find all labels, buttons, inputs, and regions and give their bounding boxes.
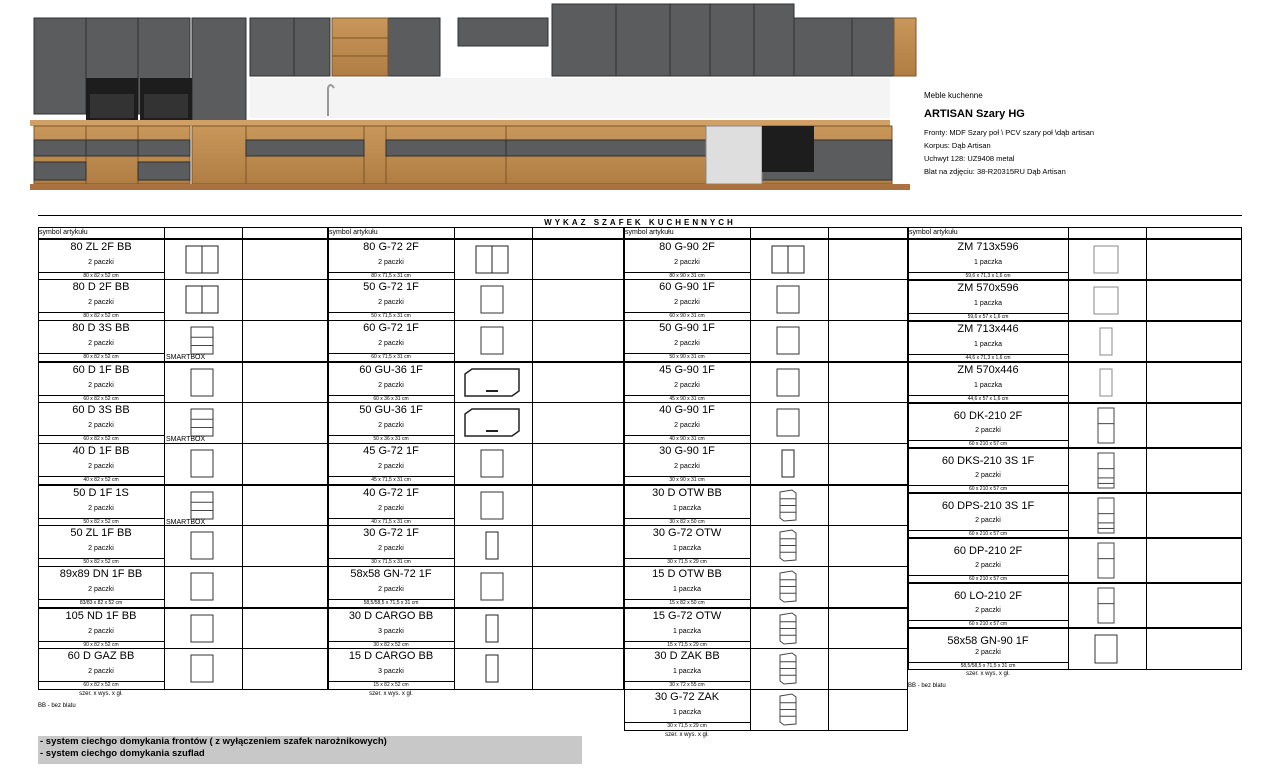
item-note: SMARTBOX xyxy=(166,436,206,443)
grid-line xyxy=(908,228,909,669)
item-dimensions: 60 x 82 x 52 cm xyxy=(38,395,164,403)
item-symbol: 30 G-72 OTW xyxy=(652,527,722,539)
end-shelf-icon xyxy=(758,693,818,731)
kitchen-photo xyxy=(0,0,920,200)
tall-oven-drawers-icon xyxy=(1076,497,1136,539)
open-shelf-icon xyxy=(758,612,818,650)
note-soft-close-fronts: - system ciechgo domykania frontów ( z wyłączeniem szafek narożnikowych) xyxy=(40,736,387,747)
cabinet-item xyxy=(38,607,328,648)
item-symbol: 30 G-90 1F xyxy=(659,445,715,457)
cabinet-item xyxy=(38,279,328,320)
item-symbol: ZM 570x596 xyxy=(957,282,1019,294)
item-dimensions: 50 x 90 x 31 cm xyxy=(624,353,750,361)
item-packages: 2 paczki xyxy=(975,562,1001,569)
item-dimensions: 30 x 82 x 52 cm xyxy=(328,641,454,649)
item-dimensions: 59,6 x 57 x 1,6 cm xyxy=(908,313,1068,321)
item-packages: 2 paczki xyxy=(88,505,114,512)
end-shelf-icon xyxy=(758,652,818,690)
item-symbol: 80 ZL 2F BB xyxy=(70,241,132,253)
tall-drawers-icon xyxy=(1076,452,1136,494)
cabinet-item xyxy=(908,447,1242,492)
product-title: ARTISAN Szary HG xyxy=(924,108,1025,120)
item-dimensions: 60 x 82 x 52 cm xyxy=(38,435,164,443)
item-dimensions: 30 x 90 x 31 cm xyxy=(624,476,750,484)
wall-corner-icon xyxy=(462,570,522,608)
dimension-legend: szer. x wys. x gł. xyxy=(79,691,123,697)
panel-icon xyxy=(1076,243,1136,281)
item-packages: 2 paczki xyxy=(378,545,404,552)
cabinet-item xyxy=(328,361,624,402)
grid-line xyxy=(1146,228,1147,669)
cabinet-item xyxy=(328,402,624,443)
notes-box xyxy=(38,736,582,764)
cabinet-item xyxy=(38,238,328,279)
item-dimensions: 60 x 36 x 31 cm xyxy=(328,395,454,403)
cabinet-item xyxy=(624,361,908,402)
item-dimensions: 83/83 x 82 x 52 cm xyxy=(38,599,164,607)
grid-line xyxy=(828,228,829,730)
item-dimensions: 80 x 82 x 52 cm xyxy=(38,272,164,280)
cabinet-item xyxy=(328,238,624,279)
item-dimensions: 40 x 71,5 x 31 cm xyxy=(328,518,454,526)
item-packages: 2 paczki xyxy=(378,586,404,593)
panel-icon xyxy=(1076,284,1136,322)
item-dimensions: 45 x 71,5 x 31 cm xyxy=(328,476,454,484)
item-dimensions: 50 x 82 x 52 cm xyxy=(38,518,164,526)
item-symbol: 89x89 DN 1F BB xyxy=(59,568,143,580)
base-2door-icon xyxy=(172,283,232,321)
cabinet-item xyxy=(624,648,908,689)
wall-2door-icon xyxy=(462,243,522,281)
cabinet-item xyxy=(908,582,1242,627)
item-symbol: 40 D 1F BB xyxy=(72,445,130,457)
column-header: symbol artykułu xyxy=(909,229,958,236)
cabinet-item xyxy=(38,361,328,402)
tall-oven-icon xyxy=(1076,542,1136,584)
column-header: symbol artykułu xyxy=(625,229,674,236)
list-title: WYKAZ SZAFEK KUCHENNYCH xyxy=(38,215,1242,228)
tall-fridge-icon xyxy=(1076,587,1136,629)
item-dimensions: 30 x 72 x 55 cm xyxy=(624,681,750,689)
item-packages: 1 paczka xyxy=(672,586,702,593)
cabinet-item xyxy=(328,484,624,525)
item-symbol: 60 LO-210 2F xyxy=(954,590,1022,602)
item-symbol: 60 D 3S BB xyxy=(72,404,130,416)
item-symbol: 50 G-90 1F xyxy=(659,322,715,334)
grid-line xyxy=(624,228,625,730)
wall-1door-icon xyxy=(758,406,818,444)
dimension-legend: szer. x wys. x gł. xyxy=(665,732,709,738)
wall-1door-icon xyxy=(462,324,522,362)
grid-line xyxy=(908,669,1242,670)
item-dimensions: 50 x 82 x 52 cm xyxy=(38,558,164,566)
item-packages: 2 paczki xyxy=(674,463,700,470)
item-dimensions: 58,5/58,5 x 71,5 x 31 cm xyxy=(908,662,1068,670)
cabinet-item xyxy=(624,238,908,279)
cabinet-item xyxy=(328,279,624,320)
grid-line xyxy=(1068,228,1069,669)
wall-corner-icon xyxy=(1076,632,1136,671)
item-symbol: 30 G-72 1F xyxy=(363,527,419,539)
item-packages: 2 paczki xyxy=(88,422,114,429)
item-symbol: ZM 713x596 xyxy=(957,241,1019,253)
column-header: symbol artykułu xyxy=(329,229,378,236)
grid-line xyxy=(454,228,455,689)
item-packages: 1 paczka xyxy=(973,341,1003,348)
open-shelf-icon xyxy=(758,529,818,567)
item-packages: 1 paczka xyxy=(973,259,1003,266)
dimension-legend: szer. x wys. x gł. xyxy=(966,671,1010,677)
item-packages: 1 paczka xyxy=(973,382,1003,389)
cabinet-item xyxy=(908,492,1242,537)
item-packages: 2 paczki xyxy=(88,463,114,470)
cabinet-item xyxy=(328,443,624,484)
cabinet-item xyxy=(624,443,908,484)
base-1door-icon xyxy=(172,366,232,404)
cabinet-item xyxy=(38,320,328,361)
note-soft-close-drawers: - system ciechgo domykania szuflad xyxy=(40,748,205,759)
item-dimensions: 30 x 71,5 x 29 cm xyxy=(624,722,750,730)
grid-line xyxy=(164,228,165,689)
wall-flap-icon xyxy=(462,406,522,444)
item-note: SMARTBOX xyxy=(166,354,206,361)
item-dimensions: 45 x 90 x 31 cm xyxy=(624,395,750,403)
item-packages: 1 paczka xyxy=(672,709,702,716)
item-symbol: 60 G-72 1F xyxy=(363,322,419,334)
wall-1door-icon xyxy=(758,366,818,404)
item-packages: 2 paczki xyxy=(88,299,114,306)
item-packages: 2 paczki xyxy=(674,382,700,389)
item-symbol: 30 D CARGO BB xyxy=(348,610,434,622)
item-symbol: 15 D OTW BB xyxy=(652,568,722,580)
item-dimensions: 60 x 90 x 31 cm xyxy=(624,312,750,320)
grid-line xyxy=(624,730,908,731)
item-dimensions: 15 x 82 x 52 cm xyxy=(328,681,454,689)
cabinet-item xyxy=(328,607,624,648)
item-dimensions: 60 x 210 x 57 cm xyxy=(908,575,1068,583)
dimension-legend: szer. x wys. x gł. xyxy=(369,691,413,697)
column-header: symbol artykułu xyxy=(39,229,88,236)
item-dimensions: 60 x 210 x 57 cm xyxy=(908,620,1068,628)
item-packages: 2 paczki xyxy=(378,463,404,470)
wall-narrow-icon xyxy=(462,529,522,567)
item-dimensions: 59,6 x 71,3 x 1,6 cm xyxy=(908,272,1068,280)
item-dimensions: 40 x 90 x 31 cm xyxy=(624,435,750,443)
info-fronts: Fronty: MDF Szary poł \ PCV szary poł \dąb artisan xyxy=(924,128,1095,137)
item-symbol: 58x58 GN-90 1F xyxy=(947,635,1029,647)
item-packages: 2 paczki xyxy=(88,259,114,266)
cargo-icon xyxy=(462,612,522,650)
item-packages: 2 paczki xyxy=(378,505,404,512)
item-packages: 2 paczki xyxy=(88,545,114,552)
cabinet-item xyxy=(38,566,328,607)
item-packages: 2 paczki xyxy=(674,299,700,306)
cabinet-item xyxy=(624,484,908,525)
base-oven-icon xyxy=(172,652,232,690)
item-packages: 2 paczki xyxy=(975,517,1001,524)
item-packages: 1 paczka xyxy=(672,628,702,635)
cabinet-item xyxy=(624,607,908,648)
item-note: SMARTBOX xyxy=(166,519,206,526)
tall-2door-icon xyxy=(1076,407,1136,449)
base-1door-icon xyxy=(172,447,232,485)
item-dimensions: 60 x 210 x 57 cm xyxy=(908,485,1068,493)
item-packages: 2 paczki xyxy=(378,299,404,306)
item-packages: 2 paczki xyxy=(88,586,114,593)
cabinet-item xyxy=(38,402,328,443)
item-packages: 1 paczka xyxy=(672,668,702,675)
cabinet-item xyxy=(908,279,1242,320)
cabinet-item xyxy=(908,627,1242,669)
cabinet-item xyxy=(908,537,1242,582)
cabinet-item xyxy=(624,279,908,320)
cabinet-item xyxy=(38,443,328,484)
item-symbol: 45 G-72 1F xyxy=(363,445,419,457)
cabinet-list xyxy=(38,215,1242,763)
item-packages: 2 paczki xyxy=(88,668,114,675)
item-packages: 2 paczki xyxy=(88,628,114,635)
cabinet-item xyxy=(328,525,624,566)
item-dimensions: 60 x 210 x 57 cm xyxy=(908,440,1068,448)
grid-line xyxy=(532,228,533,689)
item-dimensions: 60 x 210 x 57 cm xyxy=(908,530,1068,538)
item-symbol: 80 G-90 2F xyxy=(659,241,715,253)
grid-line xyxy=(38,228,39,689)
item-dimensions: 50 x 71,5 x 31 cm xyxy=(328,312,454,320)
wall-2door-icon xyxy=(758,243,818,281)
item-dimensions: 50 x 36 x 31 cm xyxy=(328,435,454,443)
grid-line xyxy=(38,689,328,690)
base-corner-2door-icon xyxy=(172,243,232,281)
item-dimensions: 90 x 82 x 52 cm xyxy=(38,641,164,649)
cabinet-item xyxy=(624,566,908,607)
item-dimensions: 58,5/58,5 x 71,5 x 31 cm xyxy=(328,599,454,607)
item-symbol: 30 G-72 ZAK xyxy=(654,691,720,703)
item-symbol: ZM 713x446 xyxy=(957,323,1019,335)
item-dimensions: 60 x 82 x 52 cm xyxy=(38,681,164,689)
wall-flap-icon xyxy=(462,366,522,404)
item-packages: 3 paczki xyxy=(378,668,404,675)
info-handle: Uchwyt 128: UZ9408 metal xyxy=(924,154,1015,163)
item-symbol: 105 ND 1F BB xyxy=(65,610,137,622)
item-symbol: 60 D GAZ BB xyxy=(67,650,135,662)
item-dimensions: 15 x 71,5 x 29 cm xyxy=(624,641,750,649)
item-dimensions: 80 x 82 x 52 cm xyxy=(38,353,164,361)
item-symbol: 60 DP-210 2F xyxy=(953,545,1023,557)
cabinet-item xyxy=(328,320,624,361)
item-symbol: 40 G-72 1F xyxy=(363,487,419,499)
brand-label: Meble kuchenne xyxy=(924,91,983,100)
item-symbol: 58x58 GN-72 1F xyxy=(350,568,432,580)
item-dimensions: 44,6 x 57 x 1,6 cm xyxy=(908,395,1068,403)
item-symbol: 60 D 1F BB xyxy=(72,364,130,376)
item-symbol: 80 D 3S BB xyxy=(72,322,130,334)
item-symbol: 60 DK-210 2F xyxy=(953,410,1023,422)
wall-1door-icon xyxy=(462,489,522,527)
item-packages: 2 paczki xyxy=(378,259,404,266)
item-symbol: 50 GU-36 1F xyxy=(359,404,423,416)
item-symbol: 50 ZL 1F BB xyxy=(70,527,132,539)
item-symbol: 30 D ZAK BB xyxy=(654,650,720,662)
wall-1door-icon xyxy=(462,283,522,321)
cabinet-item xyxy=(908,361,1242,402)
grid-line xyxy=(750,228,751,730)
panel-narrow-icon xyxy=(1076,366,1136,404)
item-symbol: 45 G-90 1F xyxy=(659,364,715,376)
grid-line xyxy=(1241,228,1242,669)
base-corner-icon xyxy=(172,570,232,608)
item-dimensions: 80 x 71,5 x 31 cm xyxy=(328,272,454,280)
item-packages: 1 paczka xyxy=(672,545,702,552)
item-dimensions: 80 x 90 x 31 cm xyxy=(624,272,750,280)
item-symbol: 15 D CARGO BB xyxy=(348,650,434,662)
item-dimensions: 60 x 71,5 x 31 cm xyxy=(328,353,454,361)
cabinet-item xyxy=(624,320,908,361)
item-packages: 2 paczki xyxy=(975,427,1001,434)
base-sink-1door-icon xyxy=(172,529,232,567)
panel-narrow-icon xyxy=(1076,325,1136,363)
item-packages: 1 paczka xyxy=(973,300,1003,307)
item-symbol: 30 D OTW BB xyxy=(652,487,722,499)
item-packages: 2 paczki xyxy=(378,340,404,347)
cabinet-item xyxy=(908,320,1242,361)
item-dimensions: 30 x 82 x 50 cm xyxy=(624,518,750,526)
item-packages: 2 paczki xyxy=(378,422,404,429)
item-packages: 2 paczki xyxy=(88,382,114,389)
wall-1door-icon xyxy=(462,447,522,485)
item-dimensions: 40 x 82 x 52 cm xyxy=(38,476,164,484)
open-shelf-icon xyxy=(758,489,818,527)
cabinet-item xyxy=(624,689,908,730)
item-dimensions: 30 x 71,5 x 31 cm xyxy=(328,558,454,566)
item-packages: 2 paczki xyxy=(674,340,700,347)
item-symbol: 60 DPS-210 3S 1F xyxy=(941,500,1035,512)
cabinet-item xyxy=(624,525,908,566)
item-packages: 3 paczki xyxy=(378,628,404,635)
grid-line xyxy=(328,689,624,690)
item-symbol: ZM 570x446 xyxy=(957,364,1019,376)
cargo-narrow-icon xyxy=(462,652,522,690)
item-symbol: 40 G-90 1F xyxy=(659,404,715,416)
item-packages: 2 paczki xyxy=(674,422,700,429)
item-symbol: 15 G-72 OTW xyxy=(652,610,722,622)
item-dimensions: 30 x 71,5 x 29 cm xyxy=(624,558,750,566)
item-packages: 2 paczki xyxy=(975,472,1001,479)
open-shelf-icon xyxy=(758,570,818,608)
item-dimensions: 80 x 82 x 52 cm xyxy=(38,312,164,320)
bb-note: BB - bez blatu xyxy=(908,683,946,689)
item-symbol: 60 G-90 1F xyxy=(659,281,715,293)
cabinet-item xyxy=(624,402,908,443)
grid-line xyxy=(328,228,329,689)
item-symbol: 60 GU-36 1F xyxy=(359,364,423,376)
item-packages: 2 paczki xyxy=(975,607,1001,614)
cabinet-item xyxy=(38,484,328,525)
item-packages: 2 paczki xyxy=(378,382,404,389)
bb-note: BB - bez blatu xyxy=(38,703,76,709)
wall-narrow-icon xyxy=(758,447,818,485)
cabinet-item xyxy=(38,525,328,566)
cabinet-item xyxy=(908,402,1242,447)
cabinet-item xyxy=(38,648,328,689)
info-body: Korpus: Dąb Artisan xyxy=(924,141,991,150)
item-packages: 1 paczka xyxy=(672,505,702,512)
item-packages: 2 paczki xyxy=(975,649,1001,656)
item-symbol: 80 D 2F BB xyxy=(72,281,130,293)
item-symbol: 50 G-72 1F xyxy=(363,281,419,293)
cabinet-item xyxy=(328,648,624,689)
item-packages: 2 paczki xyxy=(88,340,114,347)
item-symbol: 50 D 1F 1S xyxy=(73,487,129,499)
base-wide-1door-icon xyxy=(172,612,232,650)
wall-1door-icon xyxy=(758,283,818,321)
grid-line xyxy=(242,228,243,689)
item-packages: 2 paczki xyxy=(674,259,700,266)
item-symbol: 80 G-72 2F xyxy=(363,241,419,253)
cabinet-item xyxy=(908,238,1242,279)
cabinet-item xyxy=(328,566,624,607)
product-info xyxy=(924,88,1274,178)
item-dimensions: 44,6 x 71,3 x 1,6 cm xyxy=(908,354,1068,362)
wall-1door-icon xyxy=(758,324,818,362)
item-symbol: 60 DKS-210 3S 1F xyxy=(941,455,1035,467)
info-worktop: Blat na zdjęciu: 38-R20315RU Dąb Artisan xyxy=(924,167,1066,176)
item-dimensions: 15 x 82 x 50 cm xyxy=(624,599,750,607)
